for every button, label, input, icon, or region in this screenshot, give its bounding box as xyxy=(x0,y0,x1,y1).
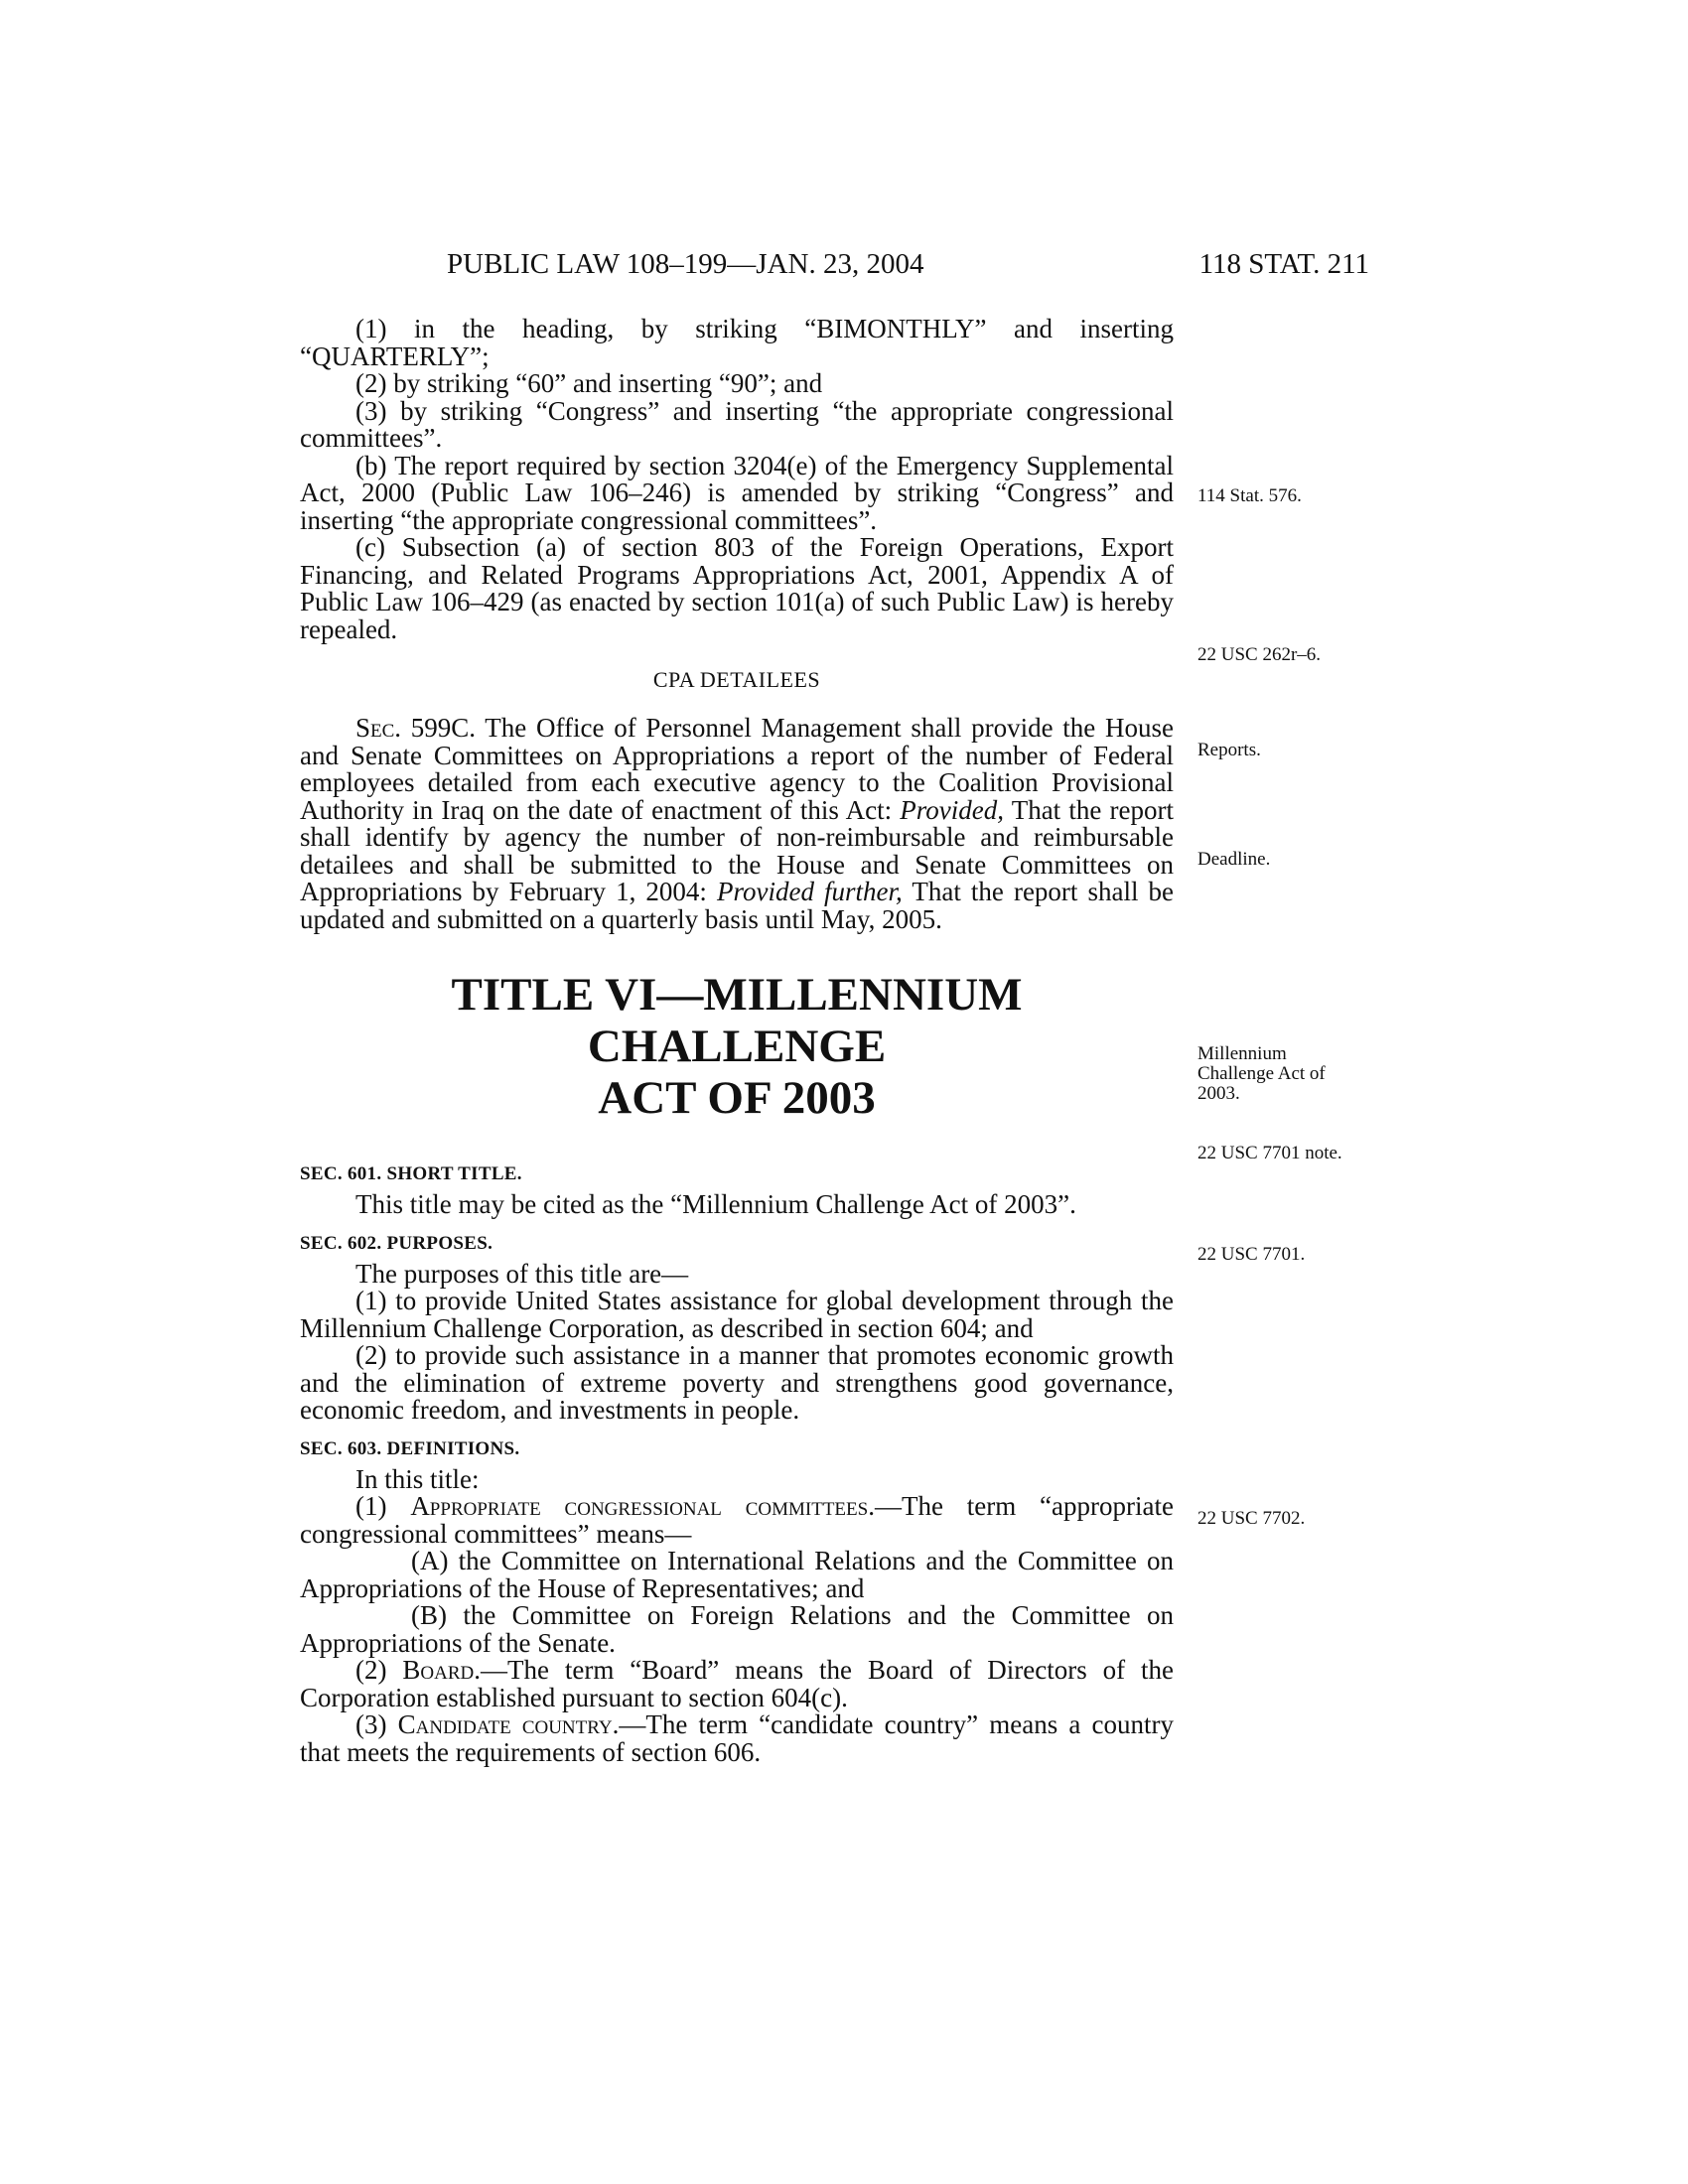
paragraph-2: (2) by striking “60” and inserting “90”; and xyxy=(355,368,823,398)
paragraph-b: (b) The report required by section 3204(e) of the Emergency Supplemental Act, 2000 (Public Law 106–246) is amended by striking “Congress” and inserting “the appropriate congressional committees”. xyxy=(300,450,1174,535)
sec-603-intro: In this title: xyxy=(355,1463,480,1494)
definition-1 xyxy=(300,1493,1174,1548)
page-header xyxy=(300,248,1369,288)
paragraph-1: (1) in the heading, by striking “BIMONTHLY” and inserting “QUARTERLY”; xyxy=(300,314,1174,371)
def-number: (1) xyxy=(355,1491,411,1521)
sec-602-item-2: (2) to provide such assistance in a manner that promotes economic growth and the elimination of extreme poverty and strengthens good governance, economic freedom, and investments in people. xyxy=(300,1340,1174,1425)
sec-602-heading: SEC. 602. PURPOSES. xyxy=(300,1232,493,1254)
margin-note-millennium: Millennium Challenge Act of 2003. xyxy=(1197,1043,1326,1104)
running-head-title: PUBLIC LAW 108–199—JAN. 23, 2004 xyxy=(447,248,924,280)
margin-note-22-usc-262r: 22 USC 262r–6. xyxy=(1197,644,1322,665)
sec-603-heading: SEC. 603. DEFINITIONS. xyxy=(300,1437,520,1459)
title-vi-heading xyxy=(300,969,1174,1124)
sec-601-heading: SEC. 601. SHORT TITLE. xyxy=(300,1163,522,1184)
definition-1-b: (B) the Committee on Foreign Relations and the Committee on Appropriations of the Senate. xyxy=(300,1600,1174,1658)
def-term: Candidate country xyxy=(397,1709,613,1739)
sec-601-text: This title may be cited as the “Millennium Challenge Act of 2003”. xyxy=(355,1189,1076,1219)
def-text: .—The term “candidate country” means a country that meets the requirements of section 606. xyxy=(300,1709,1174,1767)
provided-italic: Provided, xyxy=(900,794,1005,825)
paragraph-c: (c) Subsection (a) of section 803 of the Foreign Operations, Export Financing, and Related Programs Appropriations Act, 2001, Appendix A of Public Law 106–429 (as enacted by section 101(a) of such Public Law) is hereby repealed. xyxy=(300,532,1174,644)
cpa-detailees-heading: CPA DETAILEES xyxy=(652,667,821,692)
paragraph-3: (3) by striking “Congress” and inserting “the appropriate congressional committees”. xyxy=(300,395,1174,453)
def-term: Appropriate congressional committees xyxy=(410,1491,869,1521)
def-number: (3) xyxy=(355,1709,398,1739)
definition-2 xyxy=(300,1657,1174,1711)
sec-label: Sec. xyxy=(355,713,402,743)
def-term: Board xyxy=(402,1655,475,1685)
sec-599c-paragraph xyxy=(300,715,1174,933)
margin-note-22-usc-7701-note: 22 USC 7701 note. xyxy=(1197,1143,1342,1163)
def-number: (2) xyxy=(355,1655,403,1685)
definition-1-a: (A) the Committee on International Relations and the Committee on Appropriations of the House of Representatives; and xyxy=(300,1546,1174,1603)
def-text: .—The term “appropriate congressional committees” means— xyxy=(300,1491,1174,1549)
sec-602-item-1: (1) to provide United States assistance for global development through the Millennium Challenge Corporation, as described in section 604; and xyxy=(300,1286,1174,1343)
margin-note-114-stat: 114 Stat. 576. xyxy=(1197,485,1302,506)
margin-note-deadline: Deadline. xyxy=(1197,849,1271,870)
definition-3 xyxy=(300,1711,1174,1766)
sec-599c-text-c: That the report shall be updated and submitted on a quarterly basis until May, 2005. xyxy=(300,877,1175,934)
margin-note-22-usc-7702: 22 USC 7702. xyxy=(1197,1508,1306,1529)
main-text-column xyxy=(300,316,1174,1766)
margin-note-22-usc-7701: 22 USC 7701. xyxy=(1197,1244,1306,1265)
sec-599c-text-b: That the report shall identify by agency the number of non-reimbursable and reimbursable detailees and shall be submitted to the House and Senate Committees on Appropriations by February 1, 2004: xyxy=(300,794,1174,906)
margin-note-reports: Reports. xyxy=(1197,740,1261,760)
statute-page-number: 118 STAT. 211 xyxy=(1198,248,1369,280)
sec-602-intro: The purposes of this title are— xyxy=(355,1258,689,1289)
title-line-2: ACT OF 2003 xyxy=(598,1072,876,1124)
def-text: .—The term “Board” means the Board of Directors of the Corporation established pursuant to section 604(c). xyxy=(300,1655,1175,1712)
title-line-1: TITLE VI—MILLENNIUM CHALLENGE xyxy=(451,969,1023,1072)
sec-599c-text-a: 599C. The Office of Personnel Management shall provide the House and Senate Committees on Appropriations a report of the number of Federal employees detailed from each executive agency to the Coalition Provisional Authority in Iraq on the date of enactment of this Act: xyxy=(300,713,1174,825)
provided-further-italic: Provided further, xyxy=(717,877,903,906)
